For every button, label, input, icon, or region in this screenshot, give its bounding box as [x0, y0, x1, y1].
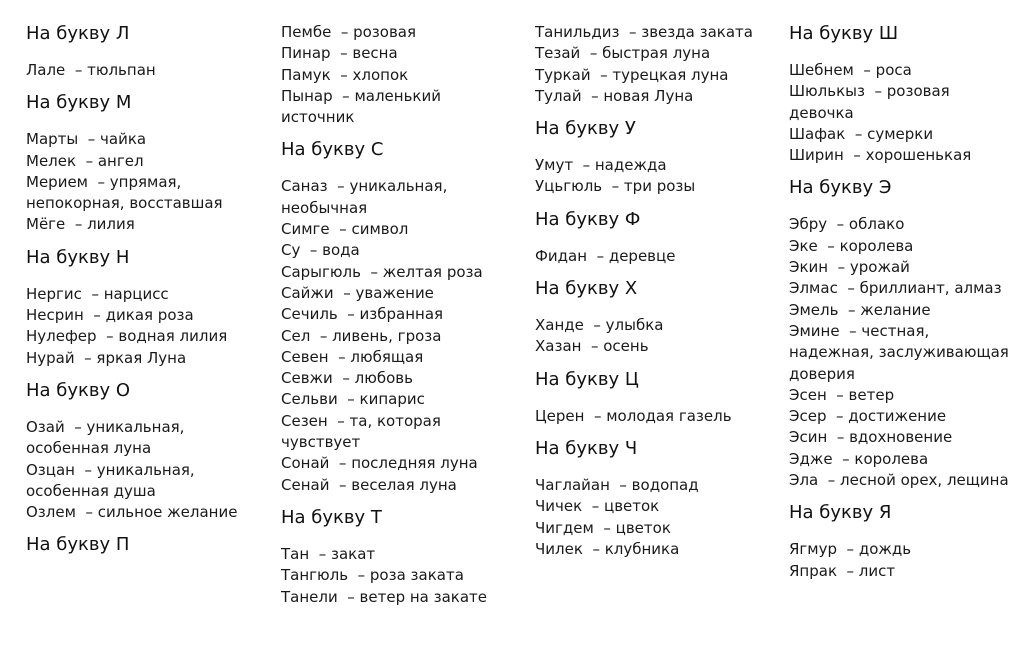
name-entry: Ханде – улыбка [535, 316, 664, 335]
section-heading-ch: На букву Ч [535, 437, 638, 459]
name-entry: Тангюль – роза заката [281, 566, 464, 585]
name-entry: Озцан – уникальная, особенная душа [26, 460, 195, 500]
name-entry: Шафак – сумерки [789, 124, 934, 143]
name-entry: Хазан – осень [535, 337, 649, 356]
name-entry: Сонай – последняя луна [281, 454, 478, 473]
section-heading-o: На букву О [26, 379, 131, 401]
name-entry: Чаглайан – водопад [535, 475, 699, 494]
name-entry: Элмас – бриллиант, алмаз [789, 279, 1002, 298]
name-entry: Сел – ливень, гроза [281, 326, 442, 345]
name-entry: Симге – символ [281, 220, 409, 239]
name-entry: Чигдем – цветок [535, 518, 671, 537]
name-entry: Эсин – вдохновение [789, 428, 953, 447]
name-entry: Япрак – лист [789, 561, 896, 580]
name-entry: Фидан – деревце [535, 246, 676, 265]
name-entry: Сарыгюль – желтая роза [281, 262, 483, 281]
name-entry: Памук – хлопок [281, 65, 409, 84]
name-entry: Эла – лесной орех, лещина [789, 471, 1009, 490]
name-entry: Умут – надежда [535, 156, 667, 175]
name-entry: Нулефер – водная лилия [26, 327, 228, 346]
name-entry: Су – вода [281, 241, 360, 260]
name-entry: Эмине – честная, надежная, заслуживающая доверия [789, 321, 1009, 383]
entry-list [26, 129, 266, 235]
column-1 [26, 16, 266, 571]
name-entry: Несрин – дикая роза [26, 306, 194, 325]
name-entry: Шебнем – роса [789, 61, 912, 79]
section-heading-f: На букву Ф [535, 208, 641, 230]
name-entry: Экин – урожай [789, 258, 910, 277]
section-heading-s: На букву С [281, 139, 384, 161]
section-heading-ya: На букву Я [789, 502, 892, 524]
name-entry: Севжи – любовь [281, 369, 413, 388]
name-entry: Саназ – уникальная, необычная [281, 177, 448, 217]
name-entry: Нурай – яркая Луна [26, 348, 187, 367]
entry-list [535, 315, 775, 358]
section-heading-l: На букву Л [26, 23, 130, 44]
name-entry: Нергис – нарцисс [26, 284, 169, 303]
name-entry: Озлем – сильное желание [26, 503, 238, 522]
name-entry: Танели – ветер на закате [281, 587, 488, 606]
name-entry: Лале – тюльпан [26, 61, 156, 79]
name-entry: Мерием – упрямая, непокорная, восставшая [26, 172, 223, 213]
entry-list [535, 406, 775, 427]
name-entry: Пинар – весна [281, 44, 398, 63]
name-entry: Ширин – хорошенькая [789, 146, 972, 165]
section-heading-u: На букву У [535, 118, 636, 140]
name-entry: Мелек – ангел [26, 151, 144, 170]
name-entry: Озай – уникальная, особенная луна [26, 417, 185, 458]
entry-list [535, 155, 775, 198]
name-entry: Сайжи – уважение [281, 283, 434, 302]
name-entry: Эсен – ветер [789, 385, 895, 404]
section-heading-p: На букву П [26, 534, 130, 556]
section-heading-sh: На букву Ш [789, 23, 899, 44]
name-entry: Тезай – быстрая луна [535, 44, 711, 63]
entry-list [535, 246, 775, 267]
entry-list [26, 284, 266, 369]
name-entry: Танильдиз – звезда заката [535, 23, 753, 41]
name-entry: Сечиль – избранная [281, 305, 444, 324]
name-entry: Мёге – лилия [26, 215, 135, 234]
name-entry: Пынар – маленький источник [281, 86, 441, 127]
section-heading-m: На букву М [26, 92, 132, 114]
name-entry: Эбру – облако [789, 215, 905, 234]
column-2 [281, 16, 521, 618]
name-entry: Чичек – цветок [535, 497, 660, 516]
name-entry: Туркай – турецкая луна [535, 65, 729, 84]
name-entry: Сезен – та, которая чувствует [281, 411, 441, 452]
name-entry: Шюлькыз – розовая девочка [789, 82, 950, 122]
name-entry: Ягмур – дождь [789, 540, 912, 559]
name-entry: Пембе – розовая [281, 23, 417, 41]
name-entry: Церен – молодая газель [535, 406, 732, 425]
entry-list [281, 22, 521, 128]
name-entry: Сенай – веселая луна [281, 475, 457, 494]
column-3 [535, 16, 775, 570]
name-entry: Уцьгюль – три розы [535, 177, 696, 196]
entry-list [26, 417, 266, 523]
entry-list [535, 475, 775, 560]
name-entry: Севен – любящая [281, 347, 424, 366]
name-entry: Эке – королева [789, 236, 914, 255]
name-entry: Марты – чайка [26, 130, 147, 149]
section-heading-n: На букву Н [26, 246, 130, 268]
section-heading-ts: На букву Ц [535, 368, 639, 390]
name-entry: Эдже – королева [789, 449, 929, 468]
name-entry: Сельви – кипарис [281, 390, 425, 409]
name-entry: Тан – закат [281, 544, 376, 563]
section-heading-e: На букву Э [789, 177, 892, 199]
entry-list [789, 60, 1026, 166]
entry-list [535, 22, 775, 107]
name-entry: Чилек – клубника [535, 539, 680, 558]
entry-list [281, 176, 521, 495]
column-4 [789, 16, 1026, 592]
entry-list [789, 214, 1026, 491]
name-entry: Эсер – достижение [789, 407, 947, 426]
section-heading-kh: На букву Х [535, 278, 638, 300]
entry-list [789, 539, 1026, 582]
name-entry: Эмель – желание [789, 300, 931, 319]
name-entry: Тулай – новая Луна [535, 86, 694, 105]
entry-list [281, 544, 521, 608]
entry-list [26, 60, 266, 81]
section-heading-t: На букву Т [281, 506, 382, 528]
